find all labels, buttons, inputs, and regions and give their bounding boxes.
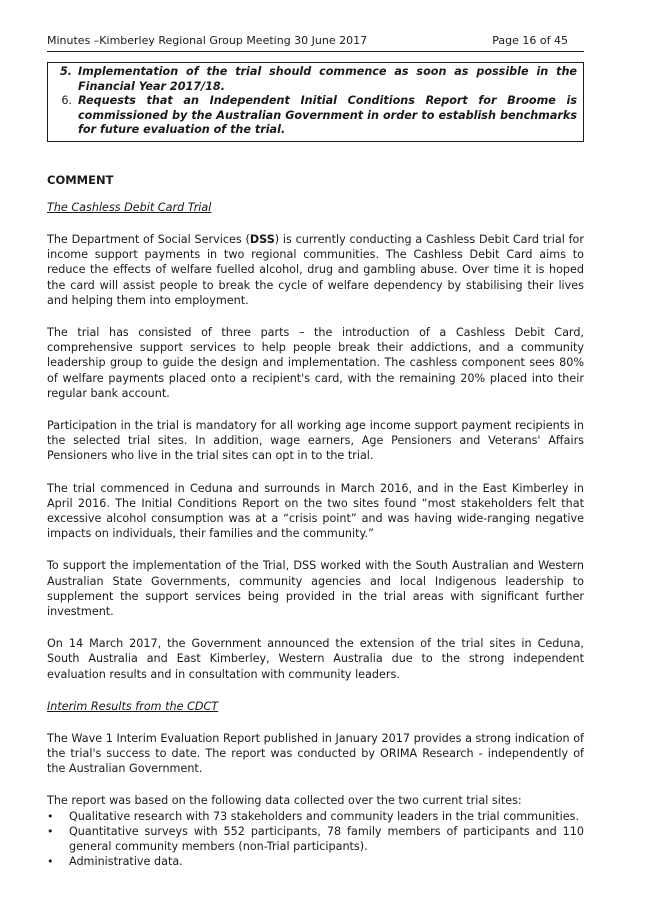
resolution-item: [52, 65, 577, 94]
page-header: [47, 34, 584, 52]
resolution-item-text: Implementation of the trial should commence as soon as possible in the Financial Year 2017/18.: [78, 65, 577, 93]
data-sources-list: [47, 809, 584, 870]
resolution-item: [52, 94, 577, 138]
list-item-text: Administrative data.: [69, 855, 183, 869]
paragraph: To support the implementation of the Trial, DSS worked with the South Australian and Western Australian State Governments, community agencies and local Indigenous leadership to supplement the support services being provided in the trial areas with significant further investment.: [47, 559, 584, 619]
text-span: ) is currently conducting a Cashless Debit Card trial for income support payments in two regional communities. The Cashless Debit Card aims to reduce the effects of welfare fuelled alcohol, drug and gambling abuse. Over time it is hoped the card will assist people to break the cycle of welfare dependency by stabilising their lives and helping them into employment.: [47, 232, 585, 307]
paragraph: The trial commenced in Ceduna and surrounds in March 2016, and in the East Kimberley in April 2016. The Initial Conditions Report on the two sites found “most stakeholders felt that excessive alcohol consumption was at a “crisis point” and was having wide-ranging negative impacts on individuals, their families and the community.”: [47, 481, 584, 541]
list-item-text: Quantitative surveys with 552 participants, 78 family members of participants and 110 general community members (non-Trial participants).: [69, 824, 584, 854]
resolution-item-number: 5.: [59, 65, 72, 78]
paragraph: The report was based on the following data collected over the two current trial sites:: [47, 794, 522, 808]
paragraph: The trial has consisted of three parts – the introduction of a Cashless Debit Card, comprehensive support services to help people break their addictions, and a community leadership group to guide the design and implementation. The cashless component sees 80% of welfare payments placed onto a recipient's card, with the remaining 20% placed into their regular bank account.: [47, 325, 584, 400]
paragraph: [47, 232, 584, 308]
list-item: [47, 854, 584, 869]
section-heading-interim-results: Interim Results from the CDCT: [47, 699, 219, 713]
resolution-item-text: Requests that an Independent Initial Conditions Report for Broome is commissioned by the Australian Government in order to establish benchmarks for future evaluation of the trial.: [78, 94, 577, 137]
comment-heading: COMMENT: [47, 172, 114, 187]
resolution-item-number: 6.: [61, 94, 72, 108]
list-item: [47, 809, 584, 824]
paragraph: The Wave 1 Interim Evaluation Report published in January 2017 provides a strong indication of the trial's success to date. The report was conducted by ORIMA Research - independently of the Australian Government.: [47, 731, 584, 776]
resolution-box: [47, 62, 584, 142]
document-page: [47, 34, 584, 869]
dss-abbreviation: DSS: [249, 232, 275, 246]
page-number: Page 16 of 45: [492, 34, 568, 47]
bullet-icon: •: [47, 809, 54, 823]
paragraph: Participation in the trial is mandatory for all working age income support payment recipients in the selected trial sites. In addition, wage earners, Age Pensioners and Veterans' Affairs Pensioners who live in the trial sites can opt in to the trial.: [47, 419, 584, 463]
resolution-list: [52, 65, 577, 138]
list-item-text: Qualitative research with 73 stakeholders and community leaders in the trial communities.: [69, 809, 580, 823]
text-span: The Department of Social Services (: [47, 232, 250, 246]
bullet-icon: •: [47, 824, 54, 838]
list-item: [47, 824, 584, 854]
section-heading-cdc-trial: The Cashless Debit Card Trial: [47, 200, 212, 214]
header-title: Minutes –Kimberley Regional Group Meeting 30 June 2017: [47, 34, 368, 47]
paragraph: On 14 March 2017, the Government announced the extension of the trial sites in Ceduna, South Australia and East Kimberley, Western Australia due to the strong independent evaluation results and in consultation with community leaders.: [47, 637, 584, 681]
bullet-icon: •: [47, 855, 54, 869]
